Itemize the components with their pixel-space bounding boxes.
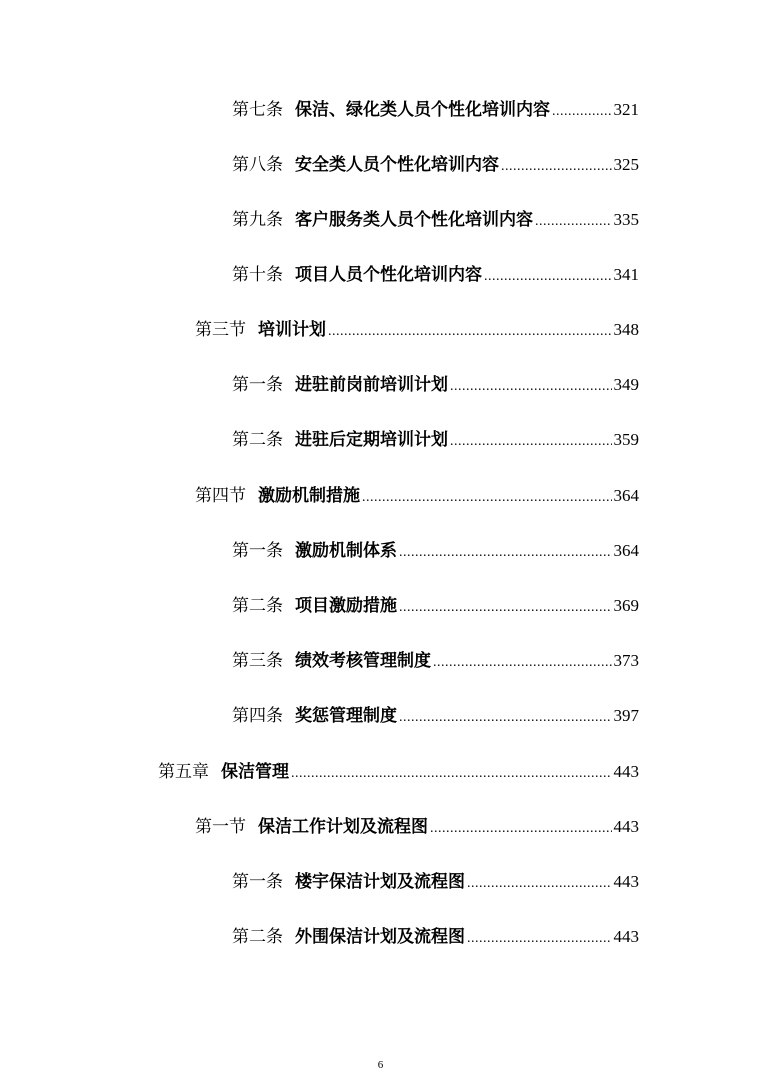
toc-entry-label: 第一节 bbox=[195, 817, 246, 837]
toc-entry bbox=[158, 760, 639, 784]
toc-entry-title: 进驻后定期培训计划 bbox=[295, 430, 448, 450]
toc-entry-page: 321 bbox=[613, 100, 639, 119]
toc-entry-title: 激励机制体系 bbox=[295, 541, 397, 561]
toc-entry-page: 341 bbox=[613, 265, 639, 284]
toc-entry-label: 第九条 bbox=[232, 210, 283, 230]
toc-dot-leader bbox=[399, 596, 612, 620]
toc-entry-label: 第一条 bbox=[232, 541, 283, 561]
toc-dot-leader bbox=[467, 872, 612, 896]
toc-entry-label: 第七条 bbox=[232, 100, 283, 120]
toc-dot-leader bbox=[399, 706, 612, 730]
toc-entry-title: 楼宇保洁计划及流程图 bbox=[295, 872, 465, 892]
toc-entry-title: 安全类人员个性化培训内容 bbox=[295, 155, 499, 175]
toc-entry bbox=[232, 208, 639, 232]
toc-entry-label: 第三条 bbox=[232, 651, 283, 671]
toc-dot-leader bbox=[450, 430, 612, 454]
toc-entry-label: 第二条 bbox=[232, 596, 283, 616]
toc-entry-page: 443 bbox=[613, 817, 639, 836]
toc-entry-title: 项目激励措施 bbox=[295, 596, 397, 616]
toc-entry-title: 奖惩管理制度 bbox=[295, 706, 397, 726]
toc-entry bbox=[232, 649, 639, 673]
toc-entry-title: 激励机制措施 bbox=[258, 486, 360, 506]
toc-entry-page: 349 bbox=[613, 375, 639, 394]
toc-entry-page: 348 bbox=[613, 320, 639, 339]
toc-entry-page: 364 bbox=[613, 486, 639, 505]
toc-entry-title: 进驻前岗前培训计划 bbox=[295, 375, 448, 395]
toc-entry-title: 培训计划 bbox=[258, 320, 326, 340]
toc-entry-label: 第二条 bbox=[232, 927, 283, 947]
toc-entry-page: 373 bbox=[613, 651, 639, 670]
toc-entry-page: 325 bbox=[613, 155, 639, 174]
toc-entry bbox=[232, 263, 639, 287]
toc-entry-page: 397 bbox=[613, 706, 639, 725]
toc-dot-leader bbox=[450, 375, 612, 399]
toc-entry-title: 客户服务类人员个性化培训内容 bbox=[295, 210, 533, 230]
toc-entry-label: 第八条 bbox=[232, 155, 283, 175]
toc-entry bbox=[232, 870, 639, 894]
toc-entry-title: 保洁、绿化类人员个性化培训内容 bbox=[295, 100, 550, 120]
toc-entry-page: 364 bbox=[613, 541, 639, 560]
toc-dot-leader bbox=[535, 210, 612, 234]
toc-dot-leader bbox=[484, 265, 612, 289]
toc-dot-leader bbox=[399, 541, 612, 565]
toc-entry-label: 第三节 bbox=[195, 320, 246, 340]
toc-entry-label: 第一条 bbox=[232, 375, 283, 395]
toc-dot-leader bbox=[433, 651, 612, 675]
page-number: 6 bbox=[377, 1059, 384, 1071]
toc-entry-page: 359 bbox=[613, 430, 639, 449]
toc-entry-label: 第四条 bbox=[232, 706, 283, 726]
toc-entry bbox=[232, 428, 639, 452]
toc-entry-title: 保洁管理 bbox=[221, 762, 289, 782]
toc-entry bbox=[195, 484, 639, 508]
toc-dot-leader bbox=[291, 762, 612, 786]
toc-entry bbox=[232, 98, 639, 122]
toc-entry bbox=[232, 704, 639, 728]
toc-dot-leader bbox=[552, 100, 612, 124]
toc-entry-title: 项目人员个性化培训内容 bbox=[295, 265, 482, 285]
toc-dot-leader bbox=[430, 817, 612, 841]
toc-entry bbox=[232, 925, 639, 949]
toc-entry-label: 第四节 bbox=[195, 486, 246, 506]
toc-entry-title: 外围保洁计划及流程图 bbox=[295, 927, 465, 947]
toc-entry-page: 443 bbox=[613, 927, 639, 946]
toc-entry bbox=[195, 815, 639, 839]
toc-entry bbox=[232, 594, 639, 618]
toc-entry bbox=[232, 153, 639, 177]
toc-entry-page: 443 bbox=[613, 762, 639, 781]
toc-entry bbox=[232, 373, 639, 397]
toc-dot-leader bbox=[467, 927, 612, 951]
toc-entry bbox=[232, 539, 639, 563]
toc-entry-label: 第五章 bbox=[158, 762, 209, 782]
toc-entry-label: 第二条 bbox=[232, 430, 283, 450]
toc-entry bbox=[195, 318, 639, 342]
toc-entry-page: 443 bbox=[613, 872, 639, 891]
toc-entry-label: 第一条 bbox=[232, 872, 283, 892]
toc-entry-page: 369 bbox=[613, 596, 639, 615]
toc-entry-page: 335 bbox=[613, 210, 639, 229]
toc-entry-title: 保洁工作计划及流程图 bbox=[258, 817, 428, 837]
toc-dot-leader bbox=[501, 155, 612, 179]
toc-dot-leader bbox=[362, 486, 612, 510]
toc-entry-label: 第十条 bbox=[232, 265, 283, 285]
toc-entry-title: 绩效考核管理制度 bbox=[295, 651, 431, 671]
toc-dot-leader bbox=[328, 320, 612, 344]
